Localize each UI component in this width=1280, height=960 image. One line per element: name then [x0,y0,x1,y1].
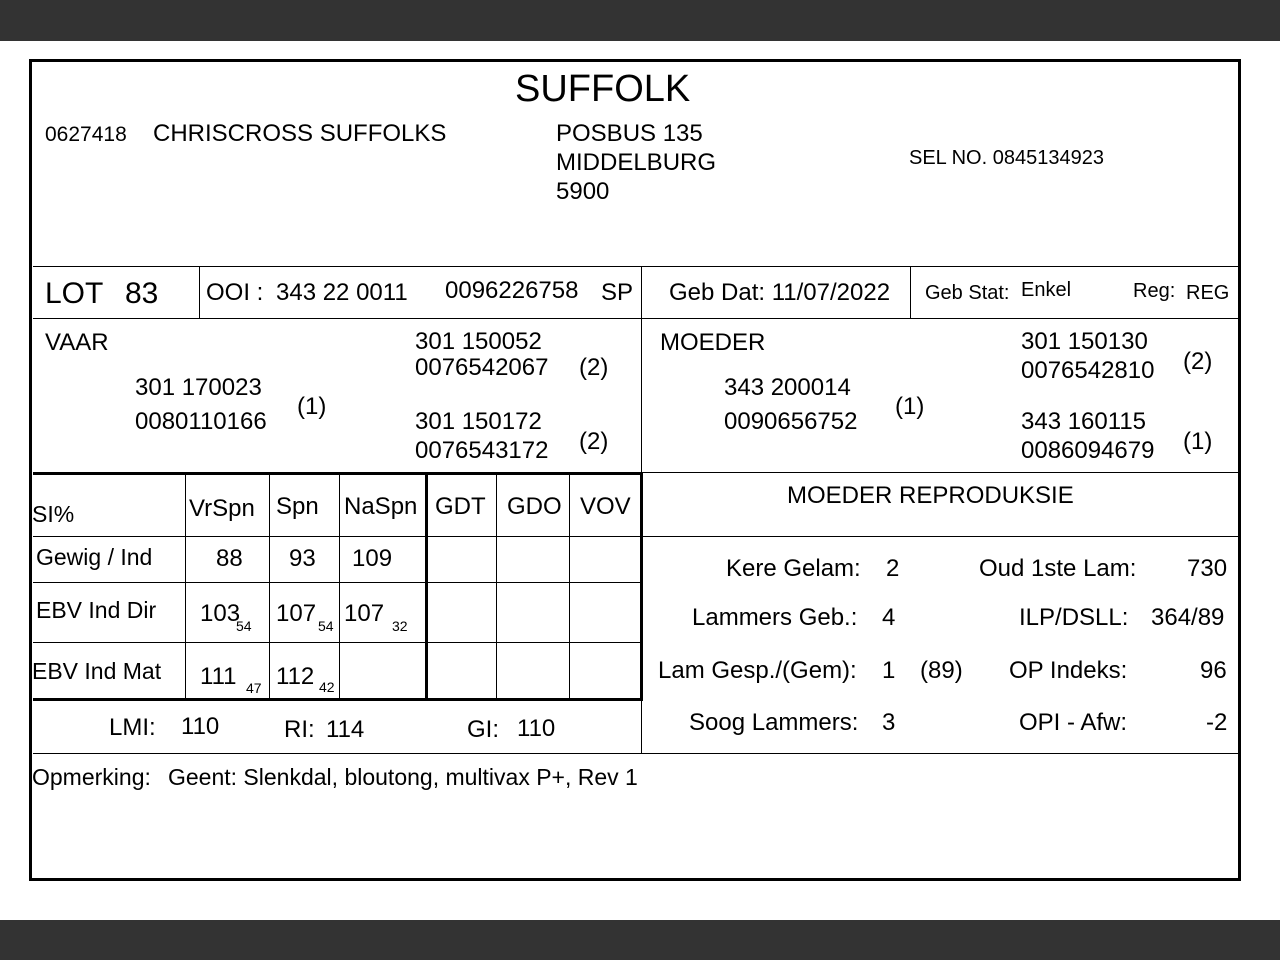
row-ebv-dir-naspn-sub: 32 [392,618,408,634]
address-line-3: 5900 [556,178,610,205]
breeder-name: CHRISCROSS SUFFOLKS [153,120,447,147]
divider-perf-header [33,536,1239,537]
ilp-label: ILP/DSLL: [1019,604,1129,631]
row-ebv-dir-vrspn-sub: 54 [236,618,252,634]
divider-lot-row [33,318,1239,319]
row-gewig-vrspn: 88 [216,545,243,572]
breeder-number: 0627418 [45,123,127,146]
op-label: OP Indeks: [1009,657,1128,684]
oud-label: Oud 1ste Lam: [979,555,1137,582]
sire-dam-id-1: 301 150172 [415,408,542,435]
soog-label: Soog Lammers: [689,709,859,736]
dam-mark: (1) [895,393,925,420]
lot-number: 83 [125,277,159,310]
gi-label: GI: [467,716,500,743]
gi-value: 110 [517,715,556,742]
row-gewig-naspn: 109 [352,545,393,572]
address-line-1: POSBUS 135 [556,120,703,147]
address-line-2: MIDDELBURG [556,149,717,176]
oud-value: 730 [1187,555,1228,582]
soog-value: 3 [882,709,896,736]
perf-col-2 [269,474,270,698]
header-vov: VOV [580,493,631,520]
lot-label: LOT [45,277,104,310]
sire-sire-mark: (2) [579,354,609,381]
ri-label: RI: [284,716,315,743]
perf-col-7 [640,474,643,700]
row-ebv-dir-spn: 107 [276,600,317,627]
lam-gesp-avg: (89) [920,657,963,684]
row-ebv-mat-spn-sub: 42 [319,679,335,695]
remark-label: Opmerking: [32,764,151,790]
kere-gelam-value: 2 [886,555,900,582]
header-naspn: NaSpn [344,493,418,520]
ilp-value: 364/89 [1151,604,1225,631]
row-ebv-dir-vrspn: 103 [200,600,241,627]
op-value: 96 [1200,657,1227,684]
lot-id: 0096226758 [445,277,579,304]
perf-col-4 [425,474,428,700]
reg-label: Reg: [1133,280,1176,302]
row-ebv-mat-vrspn: 111 [200,663,237,690]
row-ebv-mat-vrspn-sub: 47 [246,680,262,696]
dam-sire-id-2: 0076542810 [1021,357,1155,384]
perf-col-3 [339,474,340,698]
row-ebv-dir-label: EBV Ind Dir [36,597,157,623]
divider-perf-row1 [33,582,641,583]
dam-dam-id-1: 343 160115 [1021,408,1147,435]
grade: SP [601,279,634,306]
divider-pedigree-right [643,472,1239,473]
sire-dam-mark: (2) [579,428,609,455]
perf-col-6 [569,474,570,698]
birth-status-value: Enkel [1021,279,1072,301]
ooi-value: 343 22 0011 [276,279,408,306]
header-spn: Spn [276,493,319,520]
birth-status-label: Geb Stat: [925,282,1010,304]
perf-table-top [33,472,643,475]
divider-perf-row2 [33,642,641,643]
sire-mark: (1) [297,393,327,420]
dam-sire-id-1: 301 150130 [1021,328,1148,355]
row-ebv-mat-spn: 112 [276,663,315,690]
header-vrspn: VrSpn [189,495,255,522]
divider-header [33,266,1239,267]
lammers-geb-value: 4 [882,604,896,631]
divider-lot-3 [910,266,911,318]
sire-sire-id-2: 0076542067 [415,354,549,381]
ooi-label: OOI : [206,279,264,306]
row-ebv-dir-spn-sub: 54 [318,618,334,634]
bottom-bar [0,920,1280,960]
dam-dam-mark: (1) [1183,428,1213,455]
header-gdo: GDO [507,493,562,520]
birth-date: Geb Dat: 11/07/2022 [669,279,891,306]
dam-id-1: 343 200014 [724,374,851,401]
sel-number: SEL NO. 0845134923 [909,147,1104,169]
opi-label: OPI - Afw: [1019,709,1128,736]
dam-sire-mark: (2) [1183,348,1213,375]
lmi-label: LMI: [109,714,156,741]
dam-id-2: 0090656752 [724,408,858,435]
perf-col-1 [185,474,186,698]
top-bar [0,0,1280,41]
lmi-value: 110 [181,713,220,740]
opi-value: -2 [1206,709,1228,736]
remark-text: Geent: Slenkdal, bloutong, multivax P+, Rev 1 [168,764,638,790]
row-gewig-label: Gewig / Ind [36,544,153,570]
sire-id-1: 301 170023 [135,374,262,401]
kere-gelam-label: Kere Gelam: [726,555,861,582]
sire-dam-id-2: 0076543172 [415,437,549,464]
lammers-geb-label: Lammers Geb.: [692,604,858,631]
header-si: SI% [32,501,75,527]
row-ebv-dir-naspn: 107 [344,600,385,627]
lot-card [29,59,1241,881]
divider-lot-1 [199,266,200,318]
ri-value: 114 [326,716,365,743]
reproduction-title: MOEDER REPRODUKSIE [787,482,1074,509]
breed-title: SUFFOLK [515,68,691,110]
lam-gesp-label: Lam Gesp./(Gem): [658,657,857,684]
reg-value: REG [1186,282,1230,304]
sire-label: VAAR [45,329,109,356]
dam-label: MOEDER [660,329,766,356]
lam-gesp-value: 1 [882,657,896,684]
sire-sire-id-1: 301 150052 [415,328,542,355]
header-gdt: GDT [435,493,486,520]
dam-dam-id-2: 0086094679 [1021,437,1155,464]
row-gewig-spn: 93 [289,545,316,572]
sire-id-2: 0080110166 [135,408,267,435]
perf-col-5 [496,474,497,698]
divider-remark [33,753,1239,754]
perf-table-bottom [33,698,643,701]
row-ebv-mat-label: EBV Ind Mat [32,658,162,684]
